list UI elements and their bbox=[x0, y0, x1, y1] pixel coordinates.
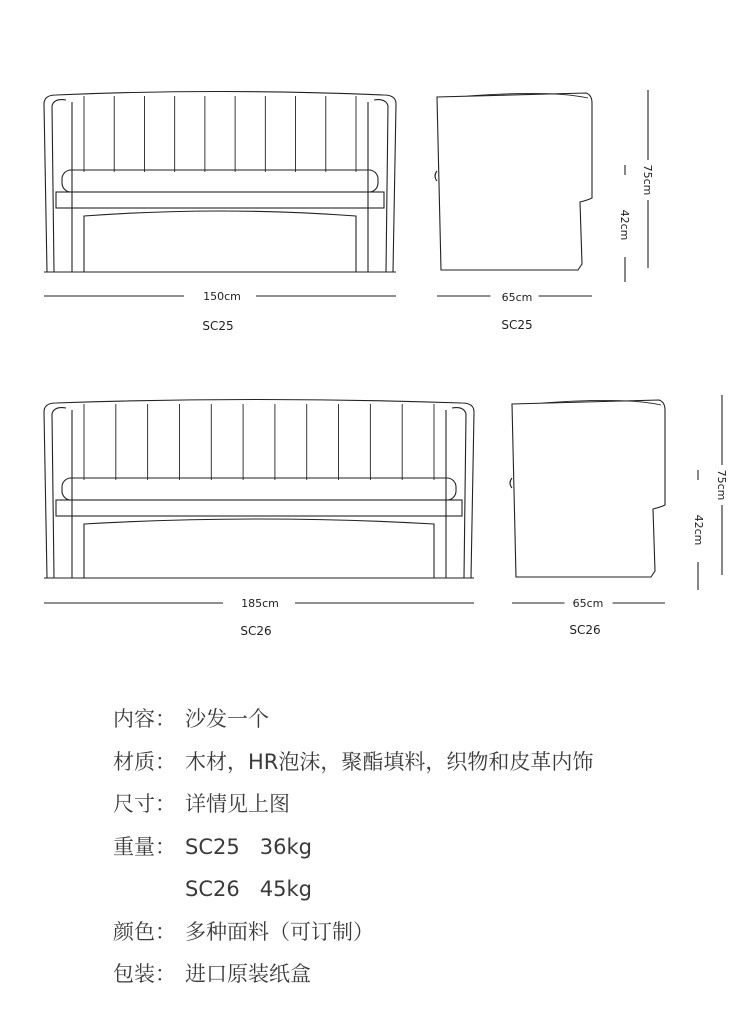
sofa-outline bbox=[44, 92, 396, 273]
spec-material bbox=[113, 747, 593, 777]
weight-value: 45kg bbox=[259, 877, 312, 901]
base-legs bbox=[84, 519, 434, 578]
sc26-front-caption: SC26 bbox=[240, 624, 272, 638]
sc26-drawings bbox=[44, 395, 722, 603]
left-arm-line bbox=[52, 408, 66, 578]
side-button bbox=[510, 478, 512, 488]
weight-model: SC26 bbox=[185, 877, 240, 901]
spec-weight-2 bbox=[113, 874, 312, 904]
sc26-width-label: 185cm bbox=[241, 597, 279, 610]
spec-value: 详情见上图 bbox=[185, 792, 290, 816]
sc26-seat-height-label: 42cm bbox=[692, 514, 705, 546]
seat-cushion bbox=[62, 170, 378, 192]
seat-base bbox=[56, 192, 384, 208]
weight-value: 36kg bbox=[259, 835, 312, 859]
spec-label: 颜色： bbox=[113, 920, 176, 944]
right-arm-line bbox=[374, 100, 388, 272]
base-legs bbox=[84, 211, 356, 272]
spec-color bbox=[113, 917, 374, 947]
seat-base bbox=[56, 500, 462, 516]
side-button bbox=[435, 171, 437, 181]
spec-value: 进口原装纸盒 bbox=[185, 962, 311, 986]
spec-size bbox=[113, 789, 290, 819]
sc26-depth-label: 65cm bbox=[572, 597, 604, 610]
sc25-width-label: 150cm bbox=[203, 290, 241, 303]
right-arm-line bbox=[452, 408, 466, 578]
sc25-drawings bbox=[44, 90, 648, 296]
sc26-side-caption: SC26 bbox=[569, 623, 601, 637]
spec-label: 材质： bbox=[113, 750, 176, 774]
left-arm-line bbox=[52, 100, 66, 272]
sc25-height-label: 75cm bbox=[641, 164, 654, 196]
spec-value: 沙发一个 bbox=[185, 707, 269, 731]
sc26-height-label: 75cm bbox=[715, 469, 728, 501]
side-outline bbox=[437, 93, 592, 270]
sc25-side-caption: SC25 bbox=[501, 318, 533, 332]
spec-value: 木材，HR泡沫，聚酯填料，织物和皮革内饰 bbox=[185, 750, 594, 774]
sc25-front-caption: SC25 bbox=[202, 319, 234, 333]
spec-label: 重量： bbox=[113, 835, 176, 859]
spec-value: 多种面料（可订制） bbox=[185, 920, 374, 944]
seat-cushion bbox=[62, 478, 456, 500]
weight-model: SC25 bbox=[185, 835, 240, 859]
spec-label: 尺寸： bbox=[113, 792, 176, 816]
sc25-seat-height-label: 42cm bbox=[618, 209, 631, 241]
spec-label: 包装： bbox=[113, 962, 176, 986]
side-outline bbox=[512, 400, 665, 577]
spec-packaging bbox=[113, 959, 311, 989]
spec-weight bbox=[113, 832, 312, 862]
sc25-depth-label: 65cm bbox=[501, 291, 533, 304]
spec-content bbox=[113, 704, 269, 734]
sofa-outline bbox=[44, 400, 474, 579]
spec-label: 内容： bbox=[113, 707, 176, 731]
